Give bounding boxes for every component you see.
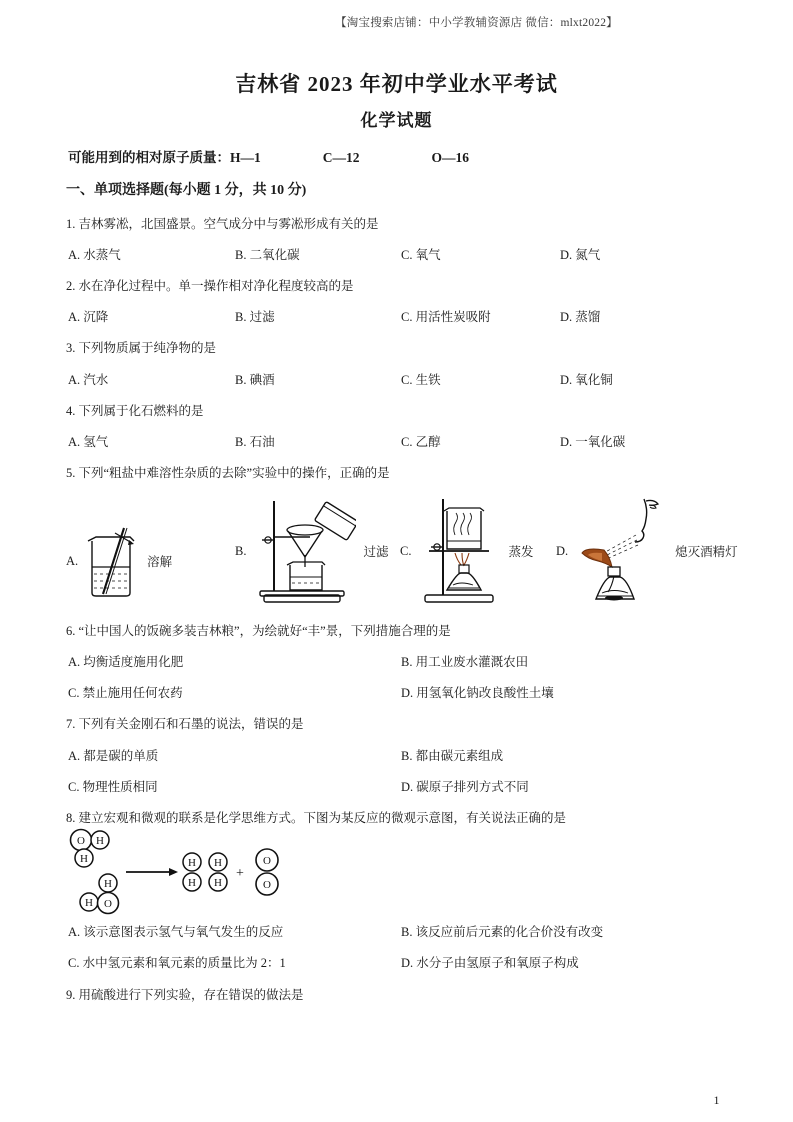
diagram-option-c-caption: 蒸发 <box>508 545 534 559</box>
question-1-stem <box>66 214 379 232</box>
watermark-text: 【淘宝搜索店铺：中小学教辅资源店 微信：mlxt2022】 <box>335 17 618 29</box>
hydrogen-molecule-1 <box>183 853 201 891</box>
question-5-stem <box>66 463 390 481</box>
svg-text:O: O <box>263 879 271 891</box>
svg-text:H: H <box>214 877 222 889</box>
option-b[interactable]: B. 石油 <box>235 435 275 449</box>
svg-text:H: H <box>80 853 88 865</box>
reaction-arrow <box>126 868 178 876</box>
diagram-option-a[interactable] <box>66 523 172 599</box>
option-d[interactable]: D. 蒸馏 <box>560 310 601 324</box>
option-b[interactable]: B. 都由碳元素组成 <box>401 749 504 763</box>
question-2-text: 水在净化过程中。单一操作相对净化程度较高的是 <box>78 279 354 293</box>
diagram-option-d[interactable] <box>556 495 738 607</box>
option-a[interactable]: A. 沉降 <box>68 310 109 324</box>
question-7-stem <box>66 714 304 732</box>
question-8-stem <box>66 808 566 826</box>
option-a[interactable]: A. 该示意图表示氢气与氧气发生的反应 <box>68 925 284 939</box>
option-d[interactable]: D. 用氢氧化钠改良酸性土壤 <box>401 686 554 700</box>
option-c[interactable]: C. 氧气 <box>401 248 441 262</box>
water-molecule-1 <box>71 830 110 868</box>
question-6-text: “让中国人的饭碗多装吉林粮”，为绘就好“丰”景，下列措施合理的是 <box>78 624 451 638</box>
diagram-option-b[interactable] <box>235 495 388 607</box>
option-b[interactable]: B. 二氧化碳 <box>235 248 300 262</box>
svg-text:H: H <box>188 857 196 869</box>
diagram-option-b-caption: 过滤 <box>363 545 389 559</box>
question-4-text: 下列属于化石燃料的是 <box>78 404 204 418</box>
diagram-option-a-caption: 溶解 <box>147 555 173 569</box>
atomic-mass-label: 可能用到的相对原子质量： <box>68 150 230 165</box>
diagram-option-d-caption: 熄灭酒精灯 <box>675 545 738 559</box>
option-a[interactable]: A. 水蒸气 <box>68 248 121 262</box>
option-a[interactable]: A. 汽水 <box>68 373 109 387</box>
option-c[interactable]: C. 生铁 <box>401 373 441 387</box>
svg-text:H: H <box>96 835 104 847</box>
page-subtitle: 化学试题 <box>360 111 433 130</box>
section-heading: 一、单项选择题(每小题 1 分，共 10 分) <box>66 183 307 198</box>
option-d[interactable]: D. 碳原子排列方式不同 <box>401 780 529 794</box>
question-8-molecular-diagram <box>64 828 324 920</box>
option-d[interactable]: D. 一氧化碳 <box>560 435 626 449</box>
relative-atomic-mass-line <box>68 146 469 166</box>
svg-text:H: H <box>104 878 112 890</box>
question-3-stem <box>66 338 216 356</box>
diagram-option-c[interactable] <box>400 495 533 607</box>
diagram-option-c-label: C. <box>400 543 412 558</box>
svg-text:H: H <box>85 897 93 909</box>
option-c[interactable]: C. 物理性质相同 <box>68 780 158 794</box>
question-4-number: 4. <box>66 404 76 418</box>
option-b[interactable]: B. 碘酒 <box>235 373 275 387</box>
option-d[interactable]: D. 氧化铜 <box>560 373 613 387</box>
evaporation-beaker-stand-icon <box>415 495 501 607</box>
question-7-text: 下列有关金刚石和石墨的说法，错误的是 <box>78 717 304 731</box>
oxygen-molecule <box>256 849 278 895</box>
question-3-number: 3. <box>66 341 76 355</box>
question-6-number: 6. <box>66 624 76 638</box>
svg-text:O: O <box>77 835 85 847</box>
atomic-mass-c: C—12 <box>322 150 360 165</box>
option-c[interactable]: C. 乙醇 <box>401 435 441 449</box>
question-5-number: 5. <box>66 466 76 480</box>
option-a[interactable]: A. 均衡适度施用化肥 <box>68 655 184 669</box>
diagram-option-d-label: D. <box>556 543 569 558</box>
plus-sign: + <box>236 866 244 881</box>
hydrogen-molecule-2 <box>209 853 227 891</box>
question-2-number: 2. <box>66 279 76 293</box>
blow-out-alcohol-lamp-icon <box>572 495 668 607</box>
atomic-mass-o: O—16 <box>431 150 470 165</box>
option-b[interactable]: B. 过滤 <box>235 310 275 324</box>
svg-text:H: H <box>214 857 222 869</box>
question-6-stem <box>66 621 451 639</box>
beaker-stirring-rod-icon <box>82 523 140 599</box>
svg-text:H: H <box>188 877 196 889</box>
question-5-diagram-options <box>66 495 766 610</box>
option-c[interactable]: C. 禁止施用任何农药 <box>68 686 183 700</box>
atomic-mass-h: H—1 <box>230 150 261 165</box>
option-a[interactable]: A. 都是碳的单质 <box>68 749 159 763</box>
question-2-stem <box>66 276 354 294</box>
option-b[interactable]: B. 该反应前后元素的化合价没有改变 <box>401 925 604 939</box>
page-title: 吉林省 2023 年初中学业水平考试 <box>235 72 558 96</box>
page-number: 1 <box>713 1093 720 1107</box>
option-a[interactable]: A. 氢气 <box>68 435 109 449</box>
question-9-stem <box>66 985 304 1003</box>
diagram-option-a-label: A. <box>66 553 79 568</box>
question-3-text: 下列物质属于纯净物的是 <box>78 341 217 355</box>
question-8-number: 8. <box>66 811 76 825</box>
diagram-option-b-label: B. <box>235 543 247 558</box>
water-molecule-2 <box>80 874 119 914</box>
question-5-text: 下列“粗盐中难溶性杂质的去除”实验中的操作，正确的是 <box>78 466 390 480</box>
option-c[interactable]: C. 用活性炭吸附 <box>401 310 491 324</box>
question-4-stem <box>66 401 204 419</box>
question-9-text: 用硫酸进行下列实验，存在错误的做法是 <box>78 988 304 1002</box>
svg-text:O: O <box>263 855 271 867</box>
question-1-number: 1. <box>66 217 76 231</box>
option-d[interactable]: D. 氮气 <box>560 248 601 262</box>
filtration-funnel-stand-icon <box>250 495 356 607</box>
question-1-text: 吉林雾凇，北国盛景。空气成分中与雾凇形成有关的是 <box>78 217 379 231</box>
svg-text:O: O <box>104 898 112 910</box>
option-c[interactable]: C. 水中氢元素和氧元素的质量比为 2：1 <box>68 956 286 970</box>
question-9-number: 9. <box>66 988 76 1002</box>
question-7-number: 7. <box>66 717 76 731</box>
option-d[interactable]: D. 水分子由氢原子和氧原子构成 <box>401 956 579 970</box>
option-b[interactable]: B. 用工业废水灌溉农田 <box>401 655 529 669</box>
question-8-text: 建立宏观和微观的联系是化学思维方式。下图为某反应的微观示意图，有关说法正确的是 <box>78 811 567 825</box>
